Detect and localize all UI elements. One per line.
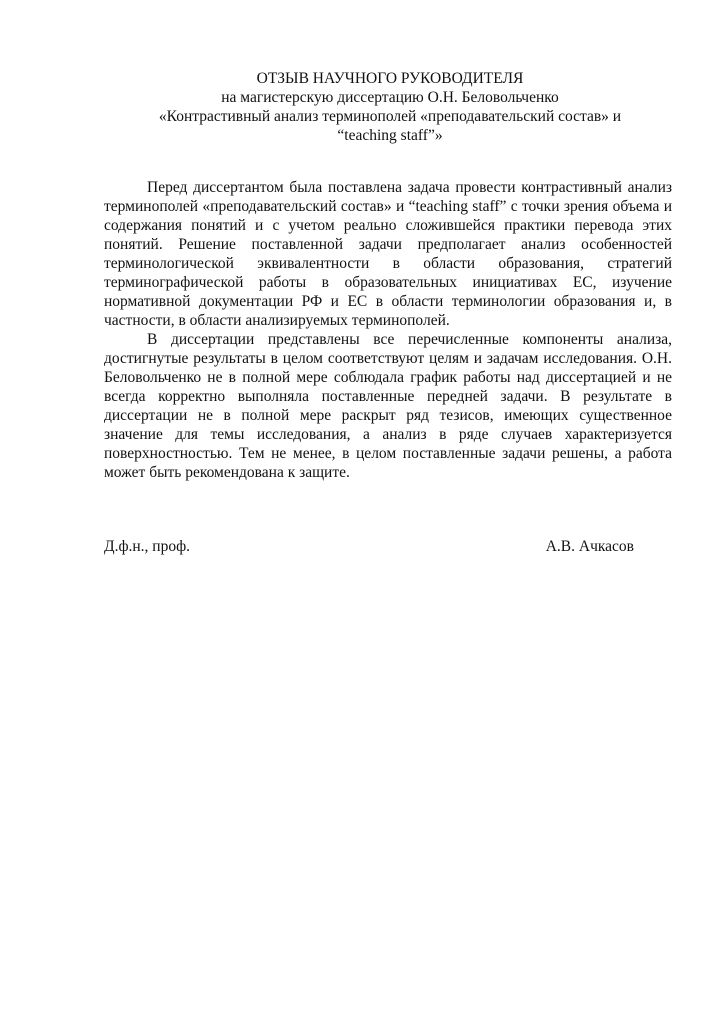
thesis-title-line-1: «Контрастивный анализ терминополей «преподавательский состав» и (158, 108, 622, 125)
body-paragraph: Перед диссертантом была поставлена задача провести контрастивный анализ терминополей «преподавательский состав» и “teaching staff” с точки зрения объема и содержания понятий и с учетом реально сложившейся практики перевода этих понятий. Решение поставленной задачи предполагает анализ особенностей терминологической эквивалентности в области образования, стратегий терминографической работы в образовательных инициативах ЕС, изучение нормативной документации РФ и ЕС в области терминологии образования и, в частности, в области анализируемых терминополей. (104, 179, 672, 329)
signatory-name: А.В. Ачкасов (545, 538, 634, 555)
document-body (104, 178, 672, 482)
document-subtitle: на магистерскую диссертацию О.Н. Беловольченко (221, 89, 559, 106)
body-paragraph: В диссертации представлены все перечисленные компоненты анализа, достигнутые результаты в целом соответствуют целям и задачам исследования. О.Н. Беловольченко не в полной мере соблюдала график работы над диссертацией и не всегда корректно выполняла поставленные передней задачи. В результате в диссертации не в полной мере раскрыт ряд тезисов, имеющих существенное значение для темы исследования, а анализ в ряде случаев характеризуется поверхностностью. Тем не менее, в целом поставленные задачи решены, а работа может быть рекомендована к защите. (104, 331, 672, 481)
thesis-title-line-2: “teaching staff”» (337, 127, 443, 144)
document-title: ОТЗЫВ НАУЧНОГО РУКОВОДИТЕЛЯ (256, 70, 524, 87)
document-header (60, 69, 720, 145)
signature-block (104, 537, 634, 556)
signatory-degree: Д.ф.н., проф. (104, 538, 190, 555)
